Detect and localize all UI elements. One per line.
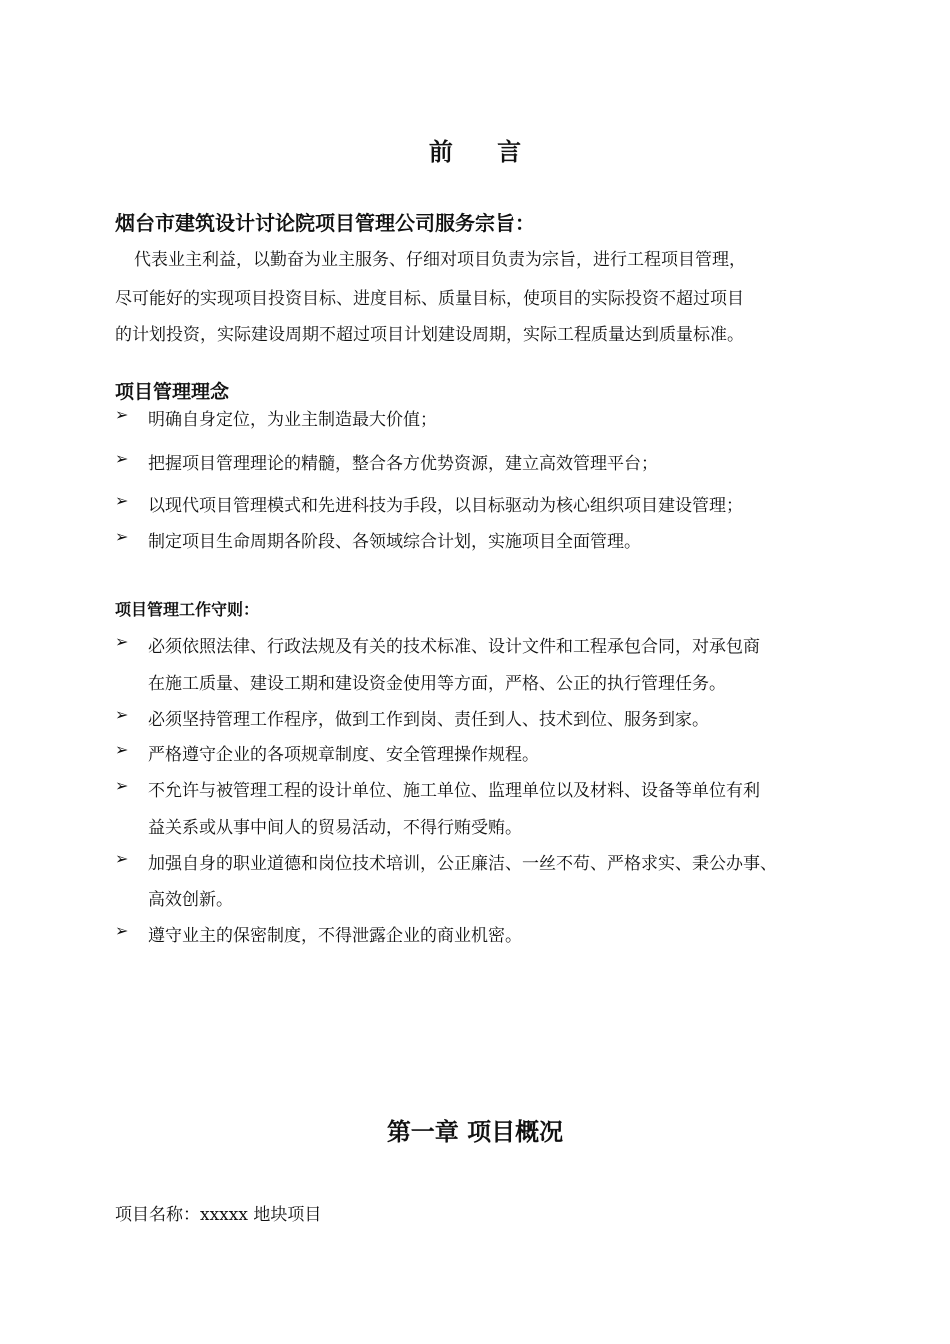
rule-item-line: 严格遵守企业的各项规章制度、安全管理操作规程。 bbox=[148, 745, 539, 765]
arrow-bullet-icon: ➢ bbox=[115, 921, 129, 940]
arrow-bullet-icon: ➢ bbox=[115, 491, 129, 510]
rule-item-line: 益关系或从事中间人的贸易活动，不得行贿受贿。 bbox=[148, 818, 522, 838]
purpose-line: 的计划投资，实际建设周期不超过项目计划建设周期，实际工程质量达到质量标准。 bbox=[115, 325, 744, 345]
purpose-line: 代表业主利益，以勤奋为业主服务、仔细对项目负责为宗旨，进行工程项目管理， bbox=[134, 250, 746, 270]
rule-item-line: 加强自身的职业道德和岗位技术培训，公正廉洁、一丝不苟、严格求实、秉公办事、 bbox=[148, 854, 777, 874]
purpose-line: 尽可能好的实现项目投资目标、进度目标、质量目标，使项目的实际投资不超过项目 bbox=[115, 289, 744, 309]
arrow-bullet-icon: ➢ bbox=[115, 449, 129, 468]
arrow-bullet-icon: ➢ bbox=[115, 405, 129, 424]
arrow-bullet-icon: ➢ bbox=[115, 705, 129, 724]
chapter-title: 第一章 项目概况 bbox=[386, 1118, 564, 1146]
rule-item-line: 必须坚持管理工作程序，做到工作到岗、责任到人、技术到位、服务到家。 bbox=[148, 710, 709, 730]
preface-title: 前 言 bbox=[428, 137, 540, 166]
arrow-bullet-icon: ➢ bbox=[115, 740, 129, 759]
concept-item: 以现代项目管理模式和先进科技为手段，以目标驱动为核心组织项目建设管理； bbox=[148, 496, 743, 516]
arrow-bullet-icon: ➢ bbox=[115, 632, 129, 651]
project-name: 项目名称：xxxxx 地块项目 bbox=[115, 1205, 322, 1225]
concept-item: 把握项目管理理论的精髓，整合各方优势资源，建立高效管理平台； bbox=[148, 454, 658, 474]
rule-item-line: 高效创新。 bbox=[148, 890, 233, 910]
rule-item-line: 遵守业主的保密制度，不得泄露企业的商业机密。 bbox=[148, 926, 522, 946]
arrow-bullet-icon: ➢ bbox=[115, 776, 129, 795]
rule-item-line: 不允许与被管理工程的设计单位、施工单位、监理单位以及材料、设备等单位有利 bbox=[148, 781, 760, 801]
purpose-heading: 烟台市建筑设计讨论院项目管理公司服务宗旨： bbox=[115, 211, 535, 235]
concept-heading: 项目管理理念 bbox=[115, 381, 230, 403]
rule-item-line: 在施工质量、建设工期和建设资金使用等方面，严格、公正的执行管理任务。 bbox=[148, 674, 726, 694]
arrow-bullet-icon: ➢ bbox=[115, 527, 129, 546]
rules-heading: 项目管理工作守则： bbox=[115, 600, 260, 619]
concept-item: 明确自身定位，为业主制造最大价值； bbox=[148, 410, 437, 430]
rule-item-line: 必须依照法律、行政法规及有关的技术标准、设计文件和工程承包合同，对承包商 bbox=[148, 637, 760, 657]
concept-item: 制定项目生命周期各阶段、各领域综合计划，实施项目全面管理。 bbox=[148, 532, 641, 552]
arrow-bullet-icon: ➢ bbox=[115, 849, 129, 868]
